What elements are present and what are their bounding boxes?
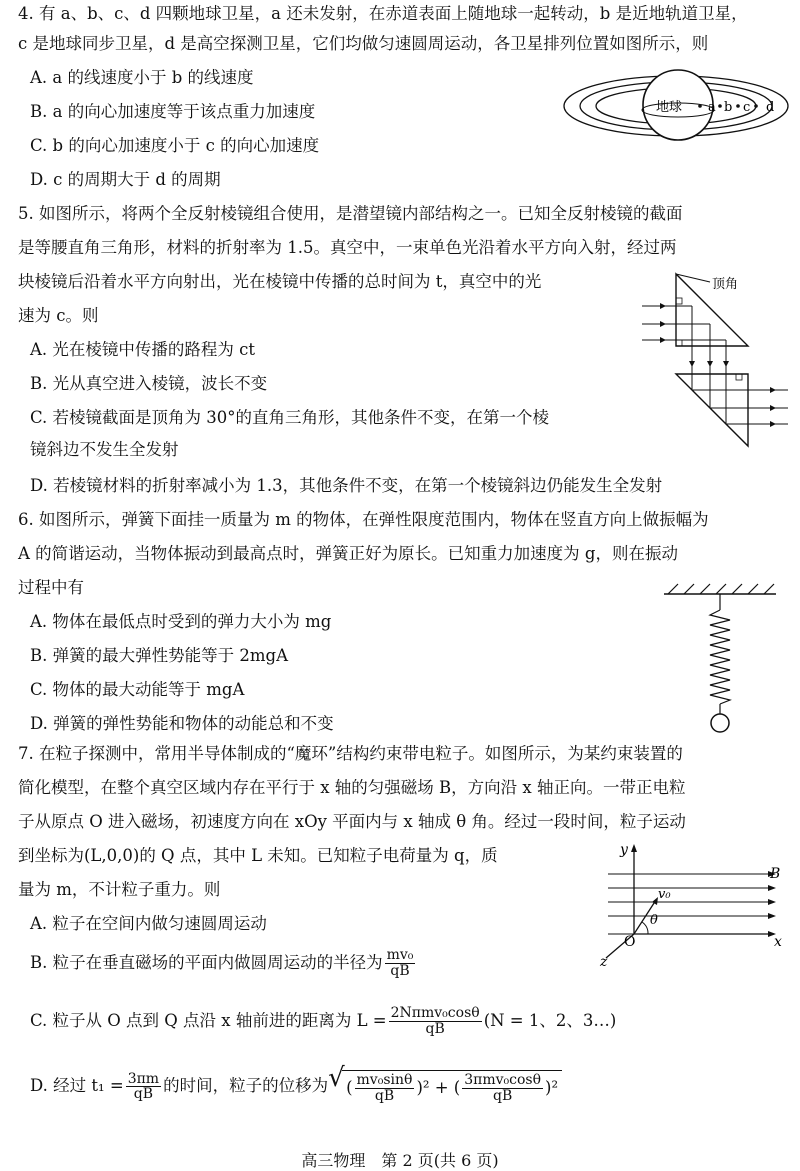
q6-line-2: A 的简谐运动，当物体振动到最高点时，弹簧正好为原长。已知重力加速度为 g，则在振动 — [18, 544, 678, 563]
q7-line-1: 7. 在粒子探测中，常用半导体制成的“魔环”结构约束带电粒子。如图所示，为某约束装置的 — [18, 744, 683, 763]
q5-option-a: A. 光在棱镜中传播的路程为 ct — [30, 340, 256, 359]
q7-d-term2-numerator: 3πmv₀cosθ — [464, 1072, 542, 1088]
q7-option-d — [30, 1070, 562, 1103]
q4-line-2: c 是地球同步卫星，d 是高空探测卫星，它们均做匀速圆周运动，各卫星排列位置如图所示，则 — [18, 34, 709, 53]
q7-d-term1-denominator: qB — [374, 1087, 395, 1104]
b-field-label: B — [770, 866, 781, 882]
q7-option-d-sqrt: √ ( $\frac{\text{mv₀sinθ}}{qB}$ )² + ( $\frac{\text{3πmv₀cosθ}}{qB}$ )² — [342, 1070, 562, 1103]
sat-b-label: b — [724, 100, 733, 115]
q6-option-d: D. 弹簧的弹性势能和物体的动能总和不变 — [30, 714, 334, 733]
origin-label: O — [624, 934, 636, 950]
q7-option-c-fraction — [389, 1006, 482, 1036]
page-footer: 高三物理 第 2 页(共 6 页) — [301, 1151, 499, 1170]
q5-line-1: 5. 如图所示，将两个全反射棱镜组合使用，是潜望镜内部结构之一。已知全反射棱镜的截面 — [18, 204, 683, 223]
q7-option-b-fraction — [385, 948, 416, 978]
q7-line-2: 简化模型，在整个真空区域内存在平行于 x 轴的匀强磁场 B，方向沿 x 轴正向。一带正电粒 — [18, 778, 686, 797]
q6-option-c: C. 物体的最大动能等于 mgA — [30, 680, 245, 699]
satellite-orbit-figure — [560, 60, 792, 150]
q7-c-denominator: qB — [425, 1020, 445, 1037]
q7-option-d-time-fraction — [126, 1072, 161, 1102]
magnetic-field-figure — [598, 842, 788, 970]
q7-line-3: 子从原点 O 进入磁场，初速度方向在 xOy 平面内与 x 轴成 θ 角。经过一段时间，粒子运动 — [18, 812, 686, 831]
q7-d-time-numerator: 3πm — [127, 1070, 160, 1087]
q7-option-c — [30, 1006, 616, 1036]
q7-option-b-text: B. 粒子在垂直磁场的平面内做圆周运动的半径为 — [30, 952, 383, 972]
q4-option-b: B. a 的向心加速度等于该点重力加速度 — [30, 102, 316, 121]
q5-line-3: 块棱镜后沿着水平方向射出，光在棱镜中传播的总时间为 t，真空中的光 — [18, 272, 542, 291]
q6-line-3: 过程中有 — [18, 578, 84, 597]
sat-c-label: c — [743, 100, 751, 115]
q7-b-denominator: qB — [390, 962, 410, 979]
q5-option-c: C. 若棱镜截面是顶角为 30°的直角三角形，其他条件不变，在第一个棱 — [30, 408, 550, 427]
q7-option-d-text: D. 经过 t₁ = — [30, 1076, 124, 1096]
q7-line-5: 量为 m，不计粒子重力。则 — [18, 880, 221, 899]
y-axis-label: y — [620, 842, 628, 858]
q4-option-a: A. a 的线速度小于 b 的线速度 — [30, 68, 254, 87]
q5-option-b: B. 光从真空进入棱镜，波长不变 — [30, 374, 268, 393]
q6-option-a: A. 物体在最低点时受到的弹力大小为 mg — [30, 612, 332, 631]
sat-a-label: a — [708, 100, 716, 115]
q4-option-d: D. c 的周期大于 d 的周期 — [30, 170, 221, 189]
apex-label: 顶角 — [712, 277, 739, 292]
q6-line-1: 6. 如图所示，弹簧下面挂一质量为 m 的物体，在弹性限度范围内，物体在竖直方向上做振幅为 — [18, 510, 709, 529]
q7-option-b — [30, 948, 417, 978]
q4-line-1: 4. 有 a、b、c、d 四颗地球卫星，a 还未发射，在赤道表面上随地球一起转动，b 是近地轨道卫星， — [18, 4, 748, 23]
sat-d-label: d — [766, 100, 775, 115]
q5-line-4: 速为 c。则 — [18, 306, 99, 325]
q7-d-term1-numerator: mv₀sinθ — [356, 1072, 413, 1088]
q5-line-2: 是等腰直角三角形，材料的折射率为 1.5。真空中，一束单色光沿着水平方向入射，经过两 — [18, 238, 677, 257]
z-axis-label: z — [600, 954, 608, 970]
theta-label: θ — [650, 913, 658, 928]
q7-d-term2 — [462, 1073, 543, 1103]
q7-d-term1 — [355, 1073, 415, 1103]
earth-label: 地球 — [656, 100, 683, 115]
q7-option-d-mid: 的时间，粒子的位移为 — [163, 1076, 329, 1096]
q7-b-numerator: mv₀ — [386, 947, 414, 963]
q7-d-time-denominator: qB — [133, 1086, 154, 1103]
spring-figure — [660, 582, 780, 738]
q4-option-c: C. b 的向心加速度小于 c 的向心加速度 — [30, 136, 320, 155]
x-axis-label: x — [774, 934, 782, 950]
q5-option-c-cont: 镜斜边不发生全发射 — [30, 440, 179, 459]
v0-label: v₀ — [658, 887, 671, 902]
q7-option-a: A. 粒子在空间内做匀速圆周运动 — [30, 914, 267, 933]
q5-option-d: D. 若棱镜材料的折射率减小为 1.3，其他条件不变，在第一个棱镜斜边仍能发生全发射 — [30, 476, 663, 495]
q7-option-c-text: C. 粒子从 O 点到 Q 点沿 x 轴前进的距离为 L = — [30, 1010, 387, 1030]
q7-d-term2-denominator: qB — [493, 1087, 513, 1104]
q6-option-b: B. 弹簧的最大弹性势能等于 2mgA — [30, 646, 288, 665]
q7-option-c-suffix: (N = 1、2、3…) — [483, 1010, 617, 1030]
q7-line-4: 到坐标为(L,0,0)的 Q 点，其中 L 未知。已知粒子电荷量为 q，质 — [18, 846, 498, 865]
prism-figure — [640, 266, 790, 466]
q7-c-numerator: 2Nπmv₀cosθ — [390, 1005, 480, 1021]
